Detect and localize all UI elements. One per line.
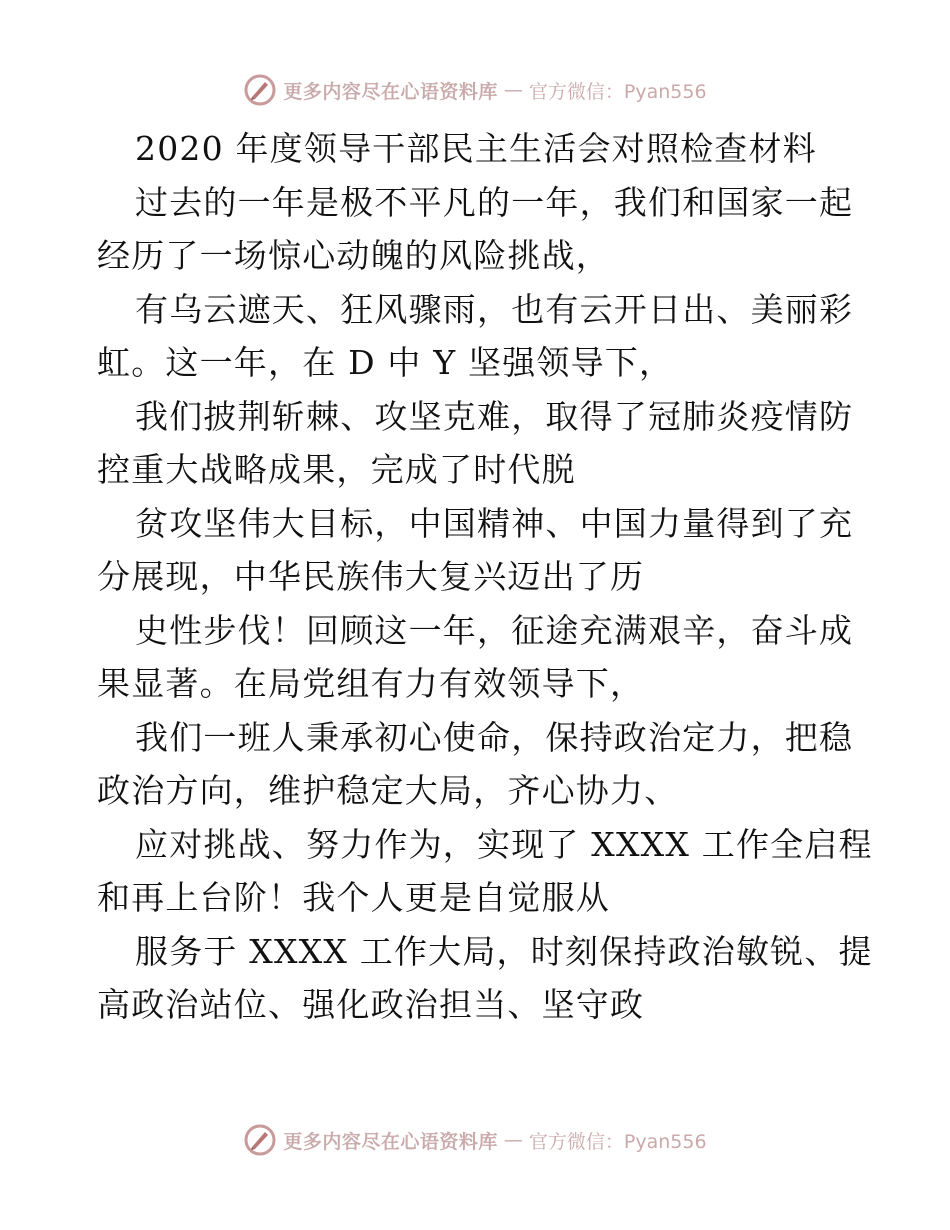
watermark-brand: 更多内容尽在心语资料库	[283, 1130, 498, 1153]
watermark-dash: —	[503, 1129, 523, 1151]
text-line: 服务于 XXXX 工作大局，时刻保持政治敏锐、提	[135, 931, 873, 971]
text-line: 贫攻坚伟大目标，中国精神、中国力量得到了充	[135, 503, 854, 543]
text-line: 虹。这一年，在 D 中 Y 坚强领导下，	[97, 343, 674, 382]
watermark-suffix: 官方微信：Pyan556	[528, 1130, 707, 1153]
document-body	[97, 122, 873, 1032]
footer-watermark	[0, 1120, 950, 1160]
text-line: 控重大战略成果，完成了时代脱	[97, 450, 576, 489]
text-line: 史性步伐！回顾这一年，征途充满艰辛，奋斗成	[135, 610, 854, 650]
watermark-brand: 更多内容尽在心语资料库	[283, 80, 498, 103]
text-line: 高政治站位、强化政治担当、坚守政	[97, 985, 645, 1024]
text-line: 政治方向，维护稳定大局，齐心协力、	[97, 771, 679, 810]
watermark-suffix: 官方微信：Pyan556	[528, 80, 707, 103]
text-line: 果显著。在局党组有力有效领导下，	[97, 664, 645, 703]
text-line: 应对挑战、努力作为，实现了 XXXX 工作全启程	[135, 824, 873, 864]
text-line: 和再上台阶！我个人更是自觉服从	[97, 878, 610, 917]
quill-circle-icon	[243, 73, 277, 107]
watermark-dash: —	[503, 79, 523, 101]
quill-circle-icon	[243, 1123, 277, 1157]
text-line: 过去的一年是极不平凡的一年，我们和国家一起	[135, 182, 854, 222]
text-line: 有乌云遮天、狂风骤雨，也有云开日出、美丽彩	[135, 289, 854, 329]
document-title: 2020 年度领导干部民主生活会对照检查材料	[135, 129, 817, 168]
text-line: 我们披荆斩棘、攻坚克难，取得了冠肺炎疫情防	[135, 396, 854, 436]
text-line: 我们一班人秉承初心使命，保持政治定力，把稳	[135, 717, 854, 757]
text-line: 分展现，中华民族伟大复兴迈出了历	[97, 557, 645, 596]
text-line: 经历了一场惊心动魄的风险挑战，	[97, 236, 610, 275]
header-watermark	[0, 70, 950, 110]
